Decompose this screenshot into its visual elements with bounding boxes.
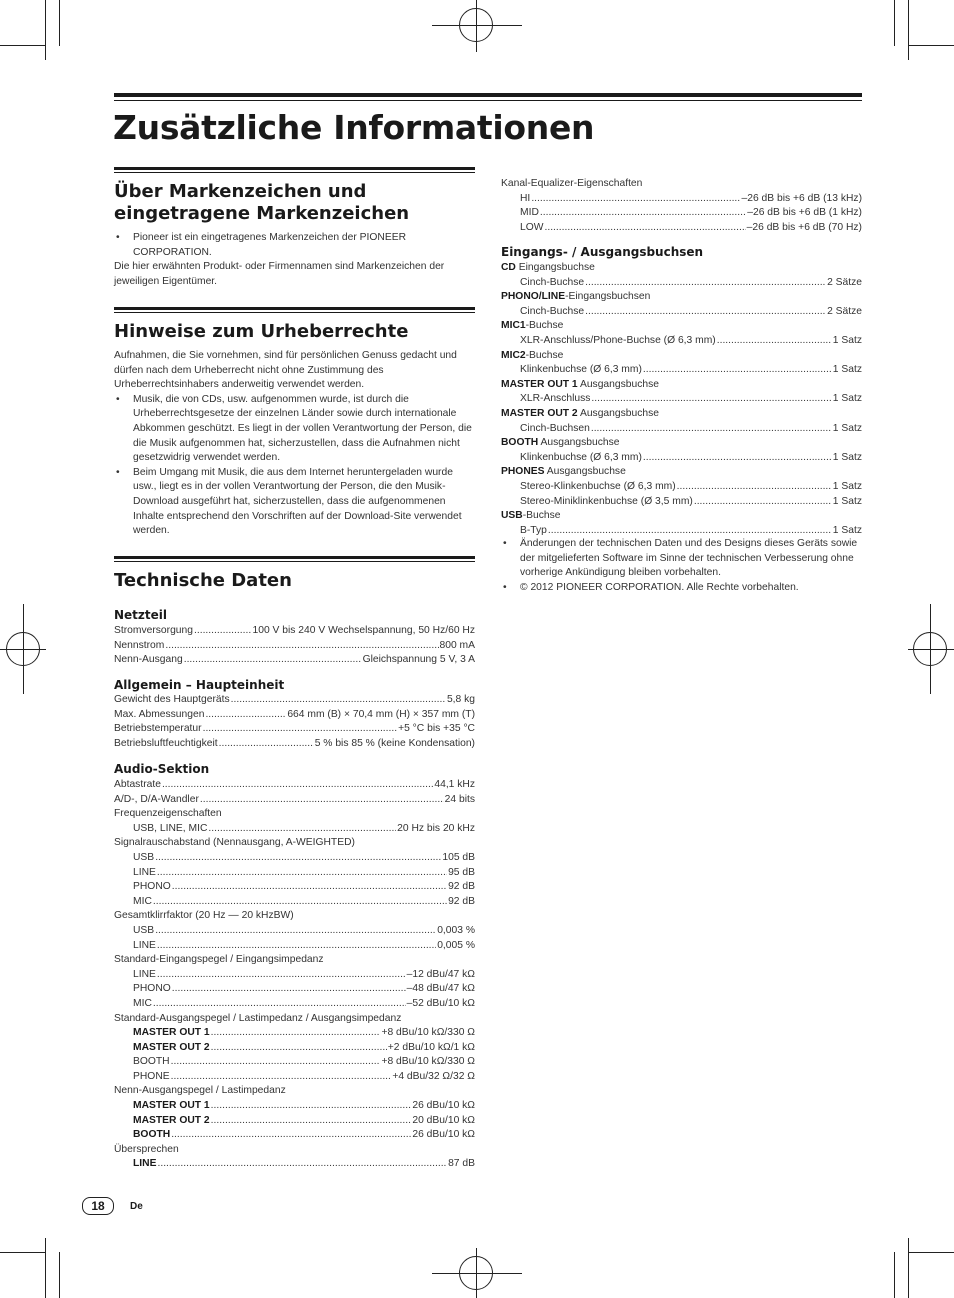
spec-row (114, 997, 475, 1012)
spec-group-label: Standard-Eingangspegel / Eingangsimpedanz (114, 954, 324, 966)
spec-value: 1 Satz (832, 495, 862, 507)
spec-row (501, 451, 862, 466)
spec-row (114, 1026, 475, 1041)
spec-row (501, 221, 862, 236)
spec-row (501, 334, 862, 349)
spec-value: 0,005 % (437, 939, 475, 951)
spec-label: MID (520, 207, 539, 219)
spec-row (501, 206, 862, 221)
copyright-bullet-2: • Beim Umgang mit Musik, die aus dem Internet heruntergeladen wurde usw., liegt es in der vollen Verantwortung der Person, die den Musik-Download ausgeführt hat, sicherzustellen, dass die aufgenommenen Inhalte entsprechend den Vorschriften auf der Download-Site verwendet werden. (114, 466, 475, 539)
io-group-label: CD Eingangsbuchse (501, 262, 595, 273)
spec-row (114, 1070, 475, 1085)
spec-value: +4 dBu/32 Ω/32 Ω (392, 1070, 475, 1082)
copyright-section-header (114, 307, 475, 343)
spec-label: Cinch-Buchse (520, 305, 585, 317)
spec-value: 2 Sätze (827, 305, 862, 317)
spec-label: MASTER OUT 1 (133, 1100, 210, 1112)
copyright-intro: Aufnahmen, die Sie vornehmen, sind für persönlichen Genuss gedacht und dürfen nach dem Urheberrecht nicht ohne Zustimmung des Urheberrechtsinhabers anderweitig verwendet werden. (114, 350, 457, 391)
spec-label: Stereo-Klinkenbuchse (Ø 6,3 mm) (520, 480, 676, 492)
spec-row (114, 866, 475, 881)
specs-title: Technische Daten (114, 570, 292, 591)
io-group-label: MIC1-Buchse (501, 320, 564, 332)
spec-label: PHONO (133, 983, 171, 995)
spec-row (501, 363, 862, 378)
title-rule (114, 100, 862, 101)
general-spec-list (114, 693, 475, 751)
spec-value: 105 dB (442, 851, 475, 863)
trademarks-bullet: • Pioneer ist ein eingetragenes Markenzeichen der PIONEER CORPORATION. (114, 231, 475, 260)
spec-row (501, 305, 862, 320)
spec-row (114, 1157, 475, 1172)
general-heading: Allgemein – Haupteinheit (114, 678, 285, 692)
spec-row (114, 639, 475, 654)
spec-label: Abtastrate (114, 779, 161, 790)
audio-heading: Audio-Sektion (114, 762, 210, 776)
io-group-label: BOOTH Ausgangsbuchse (501, 437, 620, 449)
spec-label: LINE (133, 1158, 157, 1170)
spec-label: Cinch-Buchse (520, 276, 585, 288)
spec-label: MIC (133, 997, 152, 1009)
crop-mark (908, 1252, 954, 1253)
language-code: De (130, 1201, 143, 1212)
io-group-label: PHONO/LINE-Eingangsbuchsen (501, 291, 651, 303)
copyright-title: Hinweise zum Urheberrechte (114, 321, 409, 342)
spec-row (114, 1055, 475, 1070)
spec-label: XLR-Anschluss (520, 393, 591, 405)
io-heading: Eingangs- / Ausgangsbuchsen (501, 245, 704, 259)
spec-label: MASTER OUT 2 (133, 1041, 210, 1053)
spec-label: LINE (133, 866, 156, 878)
spec-value: 44,1 kHz (434, 779, 475, 790)
spec-value: 1 Satz (832, 451, 862, 463)
crop-mark (59, 1252, 60, 1298)
spec-value: +2 dBu/10 kΩ/1 kΩ (387, 1041, 475, 1053)
spec-row (114, 895, 475, 910)
io-group-label: MASTER OUT 1 Ausgangsbuchse (501, 378, 659, 390)
spec-value: 664 mm (B) × 70,4 mm (H) × 357 mm (T) (287, 708, 475, 720)
crop-mark (908, 0, 909, 60)
spec-row (114, 822, 475, 837)
spec-value: +8 dBu/10 kΩ/330 Ω (381, 1056, 475, 1068)
spec-label: BOOTH (133, 1056, 170, 1068)
spec-row (114, 693, 475, 708)
trademarks-title: Über Markenzeichen und eingetragene Markenzeichen (114, 181, 410, 224)
spec-label: Klinkenbuchse (Ø 6,3 mm) (520, 451, 642, 463)
spec-group-label: Übersprechen (114, 1143, 179, 1155)
copyright-body (114, 349, 475, 539)
spec-row (114, 968, 475, 983)
crop-mark (0, 45, 46, 46)
spec-value: 87 dB (448, 1158, 475, 1170)
spec-label: LINE (133, 968, 156, 980)
spec-value: 95 dB (448, 866, 475, 878)
spec-row (501, 480, 862, 495)
spec-label: Klinkenbuchse (Ø 6,3 mm) (520, 364, 642, 376)
spec-label: BOOTH (133, 1129, 171, 1141)
audio-spec-list (114, 778, 475, 1172)
spec-label: MASTER OUT 2 (133, 1114, 210, 1126)
spec-label: MASTER OUT 1 (133, 1027, 210, 1039)
spec-value: 1 Satz (832, 364, 862, 376)
spec-value: –26 dB bis +6 dB (13 kHz) (741, 192, 862, 204)
spec-value: 92 dB (448, 895, 475, 907)
spec-label: MIC (133, 895, 152, 907)
spec-row (114, 1099, 475, 1114)
spec-row (114, 653, 475, 668)
spec-row (501, 495, 862, 510)
spec-label: XLR-Anschluss/Phone-Buchse (Ø 6,3 mm) (520, 334, 716, 346)
spec-label: A/D-, D/A-Wandler (114, 793, 199, 805)
io-group-label: MIC2-Buchse (501, 349, 564, 361)
spec-row (501, 192, 862, 207)
spec-row (114, 939, 475, 954)
spec-value: 0,003 % (437, 924, 475, 936)
spec-group-label: Kanal-Equalizer-Eigenschaften (501, 178, 643, 189)
registration-mark (459, 8, 493, 42)
spec-label: Stereo-Miniklinkenbuchse (Ø 3,5 mm) (520, 495, 693, 507)
spec-row (114, 624, 475, 639)
spec-value: 1 Satz (832, 334, 862, 346)
spec-value: 800 mA (439, 639, 475, 651)
io-group-label: PHONES Ausgangsbuchse (501, 466, 626, 478)
spec-value: –48 dBu/47 kΩ (406, 983, 475, 995)
spec-value: +8 dBu/10 kΩ/330 Ω (381, 1027, 475, 1039)
spec-value: Gleichspannung 5 V, 3 A (362, 654, 475, 666)
spec-label: Betriebstemperatur (114, 723, 202, 735)
spec-label: LINE (133, 939, 156, 951)
spec-label: HI (520, 192, 531, 204)
spec-value: 1 Satz (832, 422, 862, 434)
page-number: 18 (82, 1197, 114, 1215)
title-rule (114, 93, 862, 97)
spec-row (114, 851, 475, 866)
spec-value: 1 Satz (832, 524, 862, 536)
crop-mark (894, 0, 895, 46)
spec-label: PHONE (133, 1070, 170, 1082)
spec-row (114, 982, 475, 997)
crop-mark (894, 1252, 895, 1298)
spec-value: 5,8 kg (446, 694, 475, 705)
specs-notes (501, 537, 862, 595)
crop-mark (908, 45, 954, 46)
io-spec-list (501, 261, 862, 538)
io-group-label: USB-Buchse (501, 510, 561, 522)
registration-mark (913, 632, 947, 666)
spec-group-label: Frequenzeigenschaften (114, 808, 222, 820)
spec-value: 1 Satz (832, 480, 862, 492)
spec-label: USB (133, 851, 155, 863)
spec-row (114, 1128, 475, 1143)
spec-row (114, 737, 475, 752)
spec-label: USB (133, 924, 155, 936)
trademarks-section-header (114, 167, 475, 225)
spec-label: Max. Abmessungen (114, 708, 205, 720)
spec-value: 1 Satz (832, 393, 862, 405)
spec-label: Stromversorgung (114, 625, 193, 636)
spec-value: 26 dBu/10 kΩ (412, 1100, 475, 1112)
trademarks-body (114, 231, 475, 289)
note-bullet: • Änderungen der technischen Daten und des Designs dieses Geräts sowie der mitgelieferten Software im Sinne der technischen Verbesserung ohne vorherige Ankündigung bleiben vorbehalten. (501, 537, 862, 581)
io-group-label: MASTER OUT 2 Ausgangsbuchse (501, 407, 659, 419)
spec-group-label: Standard-Ausgangspegel / Lastimpedanz / Ausgangsimpedanz (114, 1012, 402, 1024)
spec-value: 24 bits (444, 793, 475, 805)
spec-row (501, 422, 862, 437)
spec-label: Nenn-Ausgang (114, 654, 183, 666)
spec-value: –26 dB bis +6 dB (70 Hz) (746, 221, 862, 233)
registration-mark (6, 632, 40, 666)
spec-row (114, 924, 475, 939)
spec-value: 20 Hz bis 20 kHz (397, 822, 475, 834)
spec-label: Cinch-Buchsen (520, 422, 590, 434)
power-heading: Netzteil (114, 608, 168, 622)
spec-value: 100 V bis 240 V Wechselspannung, 50 Hz/60 Hz (252, 625, 475, 636)
eq-spec-list (501, 177, 862, 235)
spec-label: Nennstrom (114, 639, 165, 651)
spec-value: 5 % bis 85 % (keine Kondensation) (314, 737, 475, 749)
spec-label: PHONO (133, 881, 171, 893)
spec-row (114, 793, 475, 808)
spec-label: USB, LINE, MIC (133, 822, 208, 834)
specs-section-header (114, 556, 475, 592)
crop-mark (59, 0, 60, 46)
spec-value: +5 °C bis +35 °C (398, 723, 475, 735)
spec-value: –12 dBu/47 kΩ (406, 968, 475, 980)
registration-mark (459, 1256, 493, 1290)
spec-row (114, 1041, 475, 1056)
spec-value: –26 dB bis +6 dB (1 kHz) (747, 207, 862, 219)
spec-group-label: Signalrauschabstand (Nennausgang, A-WEIGHTED) (114, 837, 355, 849)
page-title: Zusätzliche Informationen (113, 108, 595, 147)
spec-row (114, 880, 475, 895)
spec-row (114, 778, 475, 793)
spec-value: 2 Sätze (827, 276, 862, 288)
spec-value: 20 dBu/10 kΩ (412, 1114, 475, 1126)
crop-mark (908, 1238, 909, 1298)
spec-row (114, 708, 475, 723)
crop-mark (45, 1238, 46, 1298)
spec-row (114, 1114, 475, 1129)
spec-value: 26 dBu/10 kΩ (412, 1129, 475, 1141)
spec-label: Gewicht des Hauptgeräts (114, 694, 230, 705)
spec-label: B-Typ (520, 524, 547, 536)
spec-row (501, 392, 862, 407)
spec-row (114, 722, 475, 737)
spec-label: Betriebsluftfeuchtigkeit (114, 737, 218, 749)
crop-mark (0, 1252, 46, 1253)
spec-row (501, 276, 862, 291)
spec-value: –52 dBu/10 kΩ (406, 997, 475, 1009)
power-spec-list (114, 624, 475, 668)
note-bullet: • © 2012 PIONEER CORPORATION. Alle Rechte vorbehalten. (501, 581, 862, 596)
crop-mark (45, 0, 46, 60)
copyright-bullet-1: • Musik, die von CDs, usw. aufgenommen wurde, ist durch die Urheberrechtsgesetze der einzelnen Länder sowie durch internationale Abkommen geschützt. Es liegt in der vollen Verantwortung der Person, die die Musik aufgenommen hat, sicherzustellen, dass die Aufnahmen nicht gesetzwidrig verwendet werden. (114, 393, 475, 466)
spec-value: 92 dB (448, 881, 475, 893)
trademarks-text: Die hier erwähnten Produkt- oder Firmennamen sind Markenzeichen der jeweiligen Eigentümer. (114, 261, 445, 287)
spec-label: LOW (520, 221, 544, 233)
spec-group-label: Nenn-Ausgangspegel / Lastimpedanz (114, 1085, 286, 1097)
spec-group-label: Gesamtklirrfaktor (20 Hz — 20 kHzBW) (114, 910, 294, 922)
